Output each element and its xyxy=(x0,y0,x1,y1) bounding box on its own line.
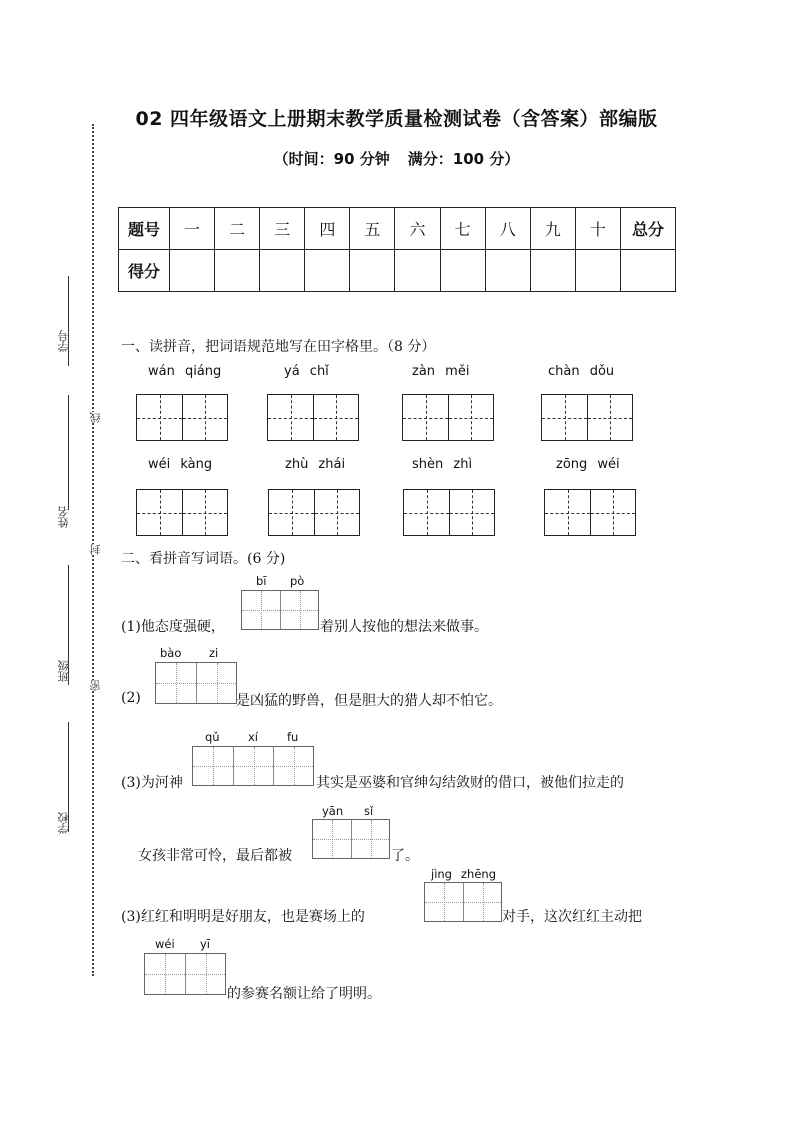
q2-pinyin: yān xyxy=(322,804,344,818)
score-label: 得分 xyxy=(119,250,170,292)
col-label: 八 xyxy=(485,208,530,250)
q1-pinyin: zōng wéi xyxy=(556,457,620,472)
q1-writing-box[interactable] xyxy=(402,394,494,441)
q1-writing-box[interactable] xyxy=(136,489,228,536)
class-label: 班级 xyxy=(57,660,70,682)
q1-writing-box[interactable] xyxy=(268,489,360,536)
q2-pinyin: pò xyxy=(290,574,305,588)
q2-writing-box[interactable] xyxy=(192,746,314,786)
col-label: 七 xyxy=(440,208,485,250)
q2-sentence-part: 着别人按他的想法来做事。 xyxy=(320,619,488,635)
q2-pinyin: zi xyxy=(209,646,219,660)
q1-pinyin: shèn zhì xyxy=(412,457,473,472)
score-table xyxy=(118,207,676,292)
question-number-label: 题号 xyxy=(119,208,170,250)
q2-sentence-part: 其实是巫婆和官绅勾结敛财的借口，被他们拉走的 xyxy=(316,775,624,791)
total-label: 总分 xyxy=(621,208,676,250)
q2-sentence-part: 是凶猛的野兽，但是胆大的猎人却不怕它。 xyxy=(236,693,502,709)
q2-writing-box[interactable] xyxy=(241,590,319,630)
seal-char-seal: 封 xyxy=(89,544,102,555)
col-label: 四 xyxy=(305,208,350,250)
score-cell[interactable] xyxy=(305,250,350,292)
q2-pinyin: wéi xyxy=(155,937,175,951)
q1-writing-box[interactable] xyxy=(136,394,228,441)
q1-pinyin: yá chǐ xyxy=(284,364,329,379)
col-label: 二 xyxy=(215,208,260,250)
score-cell[interactable] xyxy=(530,250,575,292)
school-label: 学校 xyxy=(57,812,70,834)
score-cell[interactable] xyxy=(170,250,215,292)
col-label: 十 xyxy=(575,208,620,250)
q2-sentence-part: (2) xyxy=(121,690,141,706)
q1-pinyin: zàn měi xyxy=(412,364,470,379)
col-label: 九 xyxy=(530,208,575,250)
score-cell[interactable] xyxy=(440,250,485,292)
score-cell[interactable] xyxy=(575,250,620,292)
col-label: 三 xyxy=(260,208,305,250)
q1-heading: 一、读拼音，把词语规范地写在田字格里。（8 分） xyxy=(121,339,436,355)
full-score: 满分：100 分） xyxy=(407,150,520,168)
q2-sentence-part: (3)红红和明明是好朋友，也是赛场上的 xyxy=(121,909,365,925)
q1-writing-box[interactable] xyxy=(544,489,636,536)
q2-writing-box[interactable] xyxy=(312,819,390,859)
name-label: 姓名 xyxy=(57,506,70,528)
student-id-label: 学号 xyxy=(57,330,70,352)
q2-pinyin: zhēng xyxy=(461,867,496,881)
col-label: 六 xyxy=(395,208,440,250)
q2-sentence-part: 的参赛名额让给了明明。 xyxy=(227,986,381,1002)
q1-writing-box[interactable] xyxy=(541,394,633,441)
q2-sentence-part: 对手，这次红红主动把 xyxy=(502,909,642,925)
score-value-row xyxy=(119,250,676,292)
score-cell[interactable] xyxy=(621,250,676,292)
student-id-line xyxy=(68,276,69,366)
score-cell[interactable] xyxy=(395,250,440,292)
q2-heading: 二、看拼音写词语。(6 分) xyxy=(121,551,286,567)
q2-pinyin: bī xyxy=(256,574,267,588)
q2-pinyin: sǐ xyxy=(364,804,374,818)
q2-writing-box[interactable] xyxy=(155,662,237,704)
score-cell[interactable] xyxy=(485,250,530,292)
q2-pinyin: qǔ xyxy=(205,730,220,744)
q2-sentence-part: 女孩非常可怜，最后都被 xyxy=(138,848,292,864)
q2-sentence-part: (3)为河神 xyxy=(121,775,183,791)
q1-pinyin: zhù zhái xyxy=(285,457,346,472)
q2-writing-box[interactable] xyxy=(144,953,226,995)
q2-pinyin: fu xyxy=(287,730,299,744)
q1-pinyin: wéi kàng xyxy=(148,457,213,472)
col-label: 一 xyxy=(170,208,215,250)
q1-writing-box[interactable] xyxy=(267,394,359,441)
score-cell[interactable] xyxy=(215,250,260,292)
q2-pinyin: xí xyxy=(248,730,259,744)
q2-writing-box[interactable] xyxy=(424,882,502,922)
col-label: 五 xyxy=(350,208,395,250)
time-limit: （时间：90 分钟 xyxy=(273,150,390,168)
seal-char-line: 线 xyxy=(89,412,102,423)
score-cell[interactable] xyxy=(350,250,395,292)
page-subtitle xyxy=(0,148,793,169)
q2-pinyin: bào xyxy=(160,646,182,660)
q1-pinyin: wán qiáng xyxy=(148,364,222,379)
score-header-row xyxy=(119,208,676,250)
q1-writing-box[interactable] xyxy=(403,489,495,536)
seal-char-secret: 密 xyxy=(89,680,102,691)
name-line xyxy=(68,395,69,510)
q2-sentence-part: (1)他态度强硬， xyxy=(121,619,225,635)
q2-pinyin: jìng xyxy=(431,867,452,881)
q2-pinyin: yī xyxy=(200,937,211,951)
q1-pinyin: chàn dǒu xyxy=(548,364,615,379)
page-title: 02 四年级语文上册期末教学质量检测试卷（含答案）部编版 xyxy=(135,108,658,130)
q2-sentence-part: 了。 xyxy=(391,848,419,864)
score-cell[interactable] xyxy=(260,250,305,292)
